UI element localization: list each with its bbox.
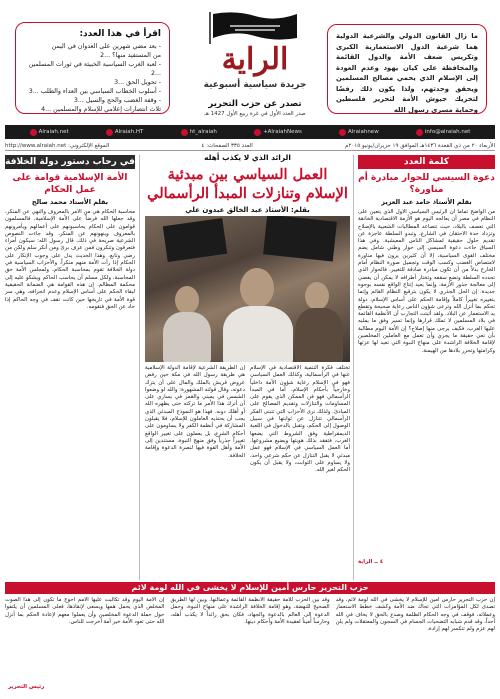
main-body-left: إن الطريقة الشرعية لإقامة الدولة الإسلامية هي طريقة رسول الله في مكة حين رفض عروض قريش بالملك والمال على أن يترك دعوته، وقال قولته المشهورة: والله لو وضعوا الشمس في يميني والقمر في يساري على أن أترك هذا الأمر ما تركته حتى يظهره الله أو أهلك دونه. فهذا هو النموذج المبدئي الذي يجب أن يحتذيه العاملون للإسلام، فلا يقبلون المشاركة في أنظمة الكفر ولا يساومون على أحكام الشرع، بل يعملون على تغيير الواقع تغييراً جذرياً وفق منهج النبوة، مستندين إلى الأمة وأهل القوة فيها لنصرة الدعوة وإقامة الخلافة. <box>145 365 245 459</box>
editorial-column <box>353 155 495 580</box>
main-headline[interactable]: العمل السياسي بين مبدئية الإسلام وتنازلات المبدأ الرأسمالي <box>147 166 348 202</box>
social-bar <box>5 125 495 139</box>
editorial-author: بقلم الأستاذ حامد عبد العزيز <box>381 198 472 206</box>
flag-icon <box>205 10 305 44</box>
editorial-title[interactable]: دعوة السيسي للحوار مبادرة أم مناورة؟ <box>358 173 495 195</box>
constitution-banner: في رحاب دستور دولة الخلافة <box>5 157 135 167</box>
quote-text: ما زال القانون الدولي والشرعية الدولية هما شرعية الدول الاستعمارية الكبرى وتكريس ضعف الأمة والدول القائمة والمحافظة على كيان يهود وعدم العودة إلى الإسلام الذي يحمي مصالح المسلمين ويحقق وحدتهم، ولذا يكون ذلك رفضًا لتحريك جيوش الأمة لتحرير فلسطين وحماية مسرى رسول الله <box>336 32 478 114</box>
toc-title: اقرأ في هذا العدد: <box>79 29 161 39</box>
website-url[interactable]: الموقع الإلكتروني: http://www.alraiah.net <box>5 142 110 149</box>
issue-date: الأربعاء ٢٠ من ذي القعدة ١٤٣٦هـ الموافق ١٩ حزيران/يونيو ٢٠١٥م <box>344 142 495 149</box>
toc-item[interactable]: - لعبة الغرب السياسية الخبيثة في ثورات المسلمين ...2 <box>28 61 161 77</box>
constitution-column <box>5 155 140 580</box>
bottom-body-1: إن حزب التحرير حارس أمين للإسلام لا يخشى في الله لومة لائم، وقد تصدى لكل المؤامرات التي تحاك ضد الأمة وكشف خطط الاستعمار وعملائه، فوقف في وجه الحكام الظلمة وصدع بالحق لا يخاف في الله أحداً، وقد قدم شبابه التضحيات الجسام في السجون والمعتقلات ولم يلن لهم عزم ولم تنكسر لهم إرادة. <box>335 597 495 633</box>
toc-item[interactable]: - بعد مضي شهرين على العدوان في اليمن <box>51 43 161 50</box>
toc-box <box>15 22 170 114</box>
youtube-icon <box>339 129 346 136</box>
masthead-subtitle: جريدة سياسية أسبوعية <box>203 80 307 90</box>
toc-item[interactable]: من المستفيد منها؟ ...2 <box>100 52 161 59</box>
social-link[interactable]: +AlraiahNews <box>254 129 302 136</box>
web-icon <box>30 129 37 136</box>
toc-item[interactable]: - وقفة الغضب والحج والسيل ...3 <box>73 97 161 104</box>
bottom-article-title[interactable]: حزب التحرير حارس أمين للإسلام لا يخشى في الله لومة لائم <box>5 582 495 594</box>
email-icon <box>416 129 423 136</box>
editorial-body: من الواضح تماماً أن الرئيس السياسي الأول الذي يتعين على النظام في مصر أن يعالجه اليوم هو الأزمة الاقتصادية الخانقة التي تعصف بالبلاد، حيث تتصاعد المطالبات الشعبية بالإصلاح وتزداد حدة الاحتقان في الشارع، وتبدو السلطة عاجزة عن تقديم حلول حقيقية لمشاكل الناس المعيشية. وفي هذا السياق جاءت دعوة السيسي إلى حوار وطني شامل يضم مختلف القوى السياسية، إلا أن كثيرين يرون فيها مناورة لامتصاص الغضب وكسب الوقت وتجميل صورة النظام أمام الخارج بدلاً من أن تكون مبادرة صادقة للتغيير. فالحوار الذي تحدده السلطة وتضع سقفه وتختار أطرافه لا يمكن أن يفضي إلى معالجة جذور الأزمة، وإنما يعيد إنتاج الواقع نفسه بوجوه جديدة. إن الحل الجذري لا يكون بترقيع النظام القائم وإنما بتغييره تغييراً كاملاً وإقامة الحكم على أساس الإسلام، دولة تحكم بما أنزل الله وترعى شؤون الناس رعاية صحيحة وتقطع يد الاستعمار عن البلاد. ولقد أثبتت التجارب أن الأنظمة القائمة في بلاد المسلمين لا تملك قرارها وإنما تسير وفق ما يمليه عليها الغرب، فكيف يرجى منها إصلاح؟ إن الأمة اليوم مطالبة بأن تعي حقيقة ما يجري وأن تعمل مع العاملين المخلصين لإقامة الخلافة الراشدة على منهاج النبوة التي تعيد لها عزتها وكرامتها وتحرر بلادها من الهيمنة. <box>358 209 495 354</box>
social-link[interactable]: Alraiahnew <box>339 129 379 136</box>
issued-by: تصدر عن حزب التحرير <box>208 99 302 109</box>
editorial-banner: كلمة العدد <box>358 155 495 169</box>
twitter-icon <box>181 129 188 136</box>
social-link[interactable]: Alraiah.net <box>30 129 69 136</box>
main-body-right: تختلف فكرة التنمية الاقتصادية في الإسلام عنها في الرأسمالية، وكذلك العمل السياسي فهو في الإسلام رعاية شؤون الأمة داخلياً وخارجياً بأحكام الإسلام، أما في المبدأ الرأسمالي فهو فن الممكن الذي يقوم على المساومات والتنازلات وتقديم المصالح على المبادئ. ولذلك نرى الأحزاب التي تتبنى الفكر الرأسمالي تتنازل عن ثوابتها في سبيل الوصول إلى الحكم، وتقبل بالدخول في اللعبة الديمقراطية وفق الشروط التي يضعها الغرب، فتفقد بذلك هويتها ويضيع مشروعها. أما العمل السياسي في الإسلام فهو عمل مبدئي لا يقبل التنازل عن حكم شرعي واحد، ولا يساوم على الثوابت، ولا يقبل أن يكون الحكم لغير الله. <box>250 365 350 474</box>
first-issue-line: صدر العدد الأول في غرة ربيع الأول 1427 هـ <box>204 111 306 117</box>
bottom-body-2: وقد بين الحزب للأمة حقيقة الأنظمة القائمة وعمالتها، وبين لها الطريق الصحيح للنهضة، وهو إقامة الخلافة الراشدة على منهاج النبوة، وحمل الدعوة إلى العالم بالدعوة والجهاد، فكان بحق رائداً لا يكذب أهله، وحارساً أميناً لعقيدة الأمة وأحكام دينها. <box>170 597 330 625</box>
main-author: بقلم: الأستاذ عبد الخالق عبدون علي <box>185 206 310 214</box>
gplus-icon <box>254 129 261 136</box>
facebook-icon <box>106 129 113 136</box>
issue-number: العدد ٣٣٥ الصفحات: ٤ <box>201 142 253 149</box>
logo-title: الراية <box>221 42 289 77</box>
bottom-article <box>5 597 495 695</box>
bottom-body-3: إن الأمة اليوم وقد تكالبت عليها الأمم أحوج ما تكون إلى هذا الصوت المخلص الذي يحمل همها ويسعى لإنقاذها، فعلى المسلمين أن يلتفوا حول حملة الدعوة المخلصين وأن يعملوا معهم لإعادة الحكم بما أنزل الله حتى تعود الأمة خير أمة أخرجت للناس. <box>5 597 165 625</box>
quote-box <box>327 24 487 114</box>
toc-item[interactable]: - تحويل الحق ...3 <box>114 79 161 86</box>
main-article-columns <box>145 365 350 579</box>
social-link[interactable]: info@alraiah.net <box>416 129 471 136</box>
constitution-author: بقلم الأستاذ محمد صالح <box>31 198 109 206</box>
page-footer: ٤ ــ الراية <box>358 559 384 565</box>
editor-signature: رئيس التحرير <box>8 684 45 690</box>
toc-item[interactable]: ثلاث انتصارات إعلامي للإسلام والمسلمين ...4 <box>41 106 161 113</box>
constitution-body: محاسبة الحكام هي من الأمر بالمعروف والنهي عن المنكر، وقد جعلها الله فرضاً على الأمة الإسلامية، فالمسلمون قوامون على الحكام يحاسبونهم على أعمالهم ويأمرونهم بالمعروف وينهونهم عن المنكر، وقد جاءت النصوص الشرعية صريحة في ذلك، قال رسول الله: سيكون أمراء فتعرفون وتنكرون فمن عرف برئ ومن أنكر سلم ولكن من رضي وتابع. وهذا الحديث يدل على وجوب الإنكار على الحكام إذا رأت الأمة منهم منكراً. والأحزاب السياسية في دولة الخلافة تقوم بمحاسبة الحكام، ولمجلس الأمة حق المحاسبة، ولكل مسلم أن يحاسب الحاكم ويشكو عليه إلى محكمة المظالم. إن هذه القوامة هي الضمانة الحقيقية لبقاء الحكم على أساس الإسلام وعدم انحرافه، وهي سر قوة الأمة في تاريخها حين كانت تقف في وجه الحاكم إذا حاد عن الحق فتقومه. <box>5 209 135 310</box>
social-link[interactable]: ht_alraiah <box>181 129 217 136</box>
social-link[interactable]: Alraiah.HT <box>106 129 144 136</box>
main-photo <box>145 216 350 362</box>
slogan: الرائد الذي لا يكذب أهله <box>204 153 291 162</box>
masthead-logo-block <box>180 4 330 122</box>
constitution-title[interactable]: الأمة الإسلامية قوامة على عمل الحكام <box>12 173 128 195</box>
masthead-header <box>5 4 495 122</box>
toc-item[interactable]: - أسلوب الخطاب السياسي بين العداء والطلب ...3 <box>28 88 161 95</box>
issue-info-bar <box>5 141 495 151</box>
